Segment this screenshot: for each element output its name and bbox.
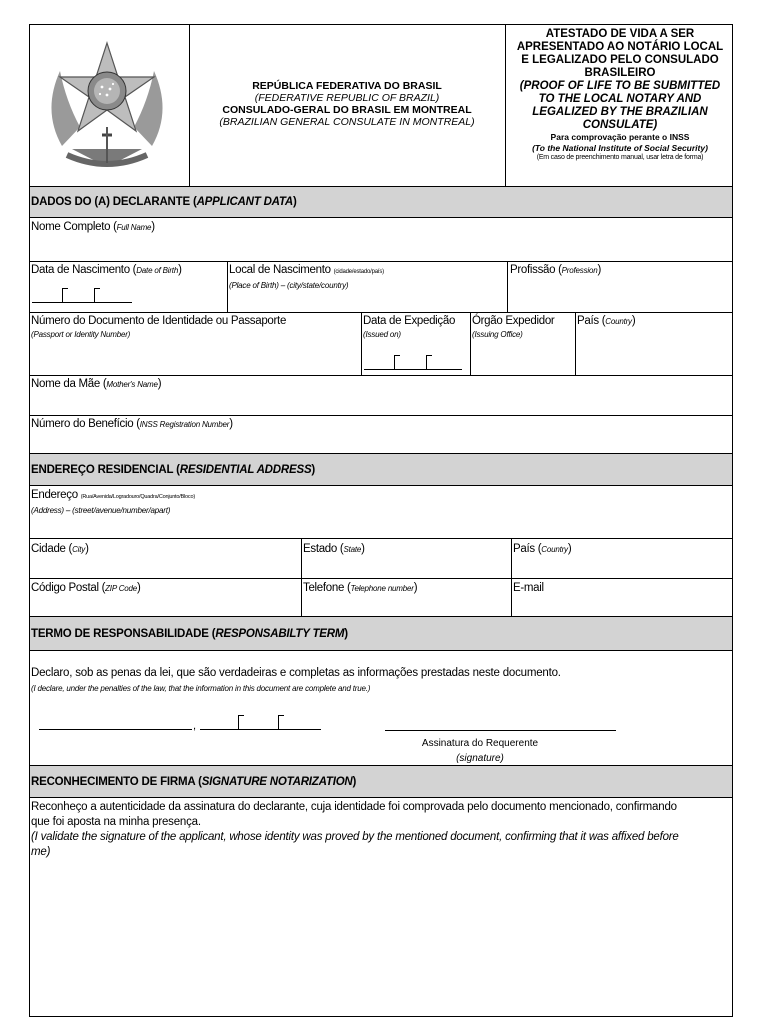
document-title-en-line: (PROOF OF LIFE TO BE SUBMITTED — [519, 80, 721, 92]
phone-field[interactable] — [302, 597, 510, 616]
notary-stamp-area[interactable] — [30, 865, 732, 1015]
document-number-field[interactable] — [30, 343, 360, 373]
birth-place-label: Local de Nascimento (cidade/estado/país) — [229, 264, 384, 276]
section-title-close: ) — [293, 196, 297, 208]
document-title-en-line: CONSULATE) — [582, 119, 658, 131]
signing-date-field[interactable] — [200, 712, 321, 730]
section-title-en: RESPONSABILTY TERM — [215, 627, 345, 640]
document-title-block — [507, 28, 733, 162]
profession-field[interactable] — [508, 281, 732, 311]
mother-name-label: Nome da Mãe (Mother's Name) — [31, 378, 162, 390]
document-number-sublabel: (Passport or Identity Number) — [31, 330, 131, 339]
section-signature-notarization — [30, 765, 732, 798]
republic-title-en: (FEDERATIVE REPUBLIC OF BRAZIL) — [254, 92, 440, 104]
document-title-line: APRESENTADO AO NOTÁRIO LOCAL — [516, 41, 724, 53]
issuing-office-sublabel: (Issuing Office) — [472, 330, 523, 339]
street-label: Endereço (Rua/Avenida/Logradouro/Quadra/Conjunto/Bloco) — [31, 489, 195, 501]
declaration-text: Declaro, sob as penas da lei, que são verdadeiras e completas as informações prestadas neste documento. — [31, 667, 561, 679]
street-sublabel: (Address) – (street/avenue/number/apart) — [31, 506, 171, 515]
section-responsibility-term — [30, 616, 732, 651]
purpose-text: Para comprovação perante o INSS — [550, 132, 690, 142]
issuing-office-label: Órgão Expedidor — [472, 315, 555, 327]
email-field[interactable] — [512, 597, 732, 616]
city-field[interactable] — [30, 557, 300, 577]
declaration-text-en: (I declare, under the penalties of the law, that the information in this document are complete and true.) — [31, 684, 371, 693]
phone-label: Telefone (Telephone number) — [303, 582, 418, 594]
document-title-line: ATESTADO DE VIDA A SER — [545, 28, 695, 40]
issuing-office-field[interactable] — [471, 343, 573, 373]
proof-of-life-form — [29, 24, 733, 1017]
section-title: ENDEREÇO RESIDENCIAL ( — [31, 463, 180, 476]
address-country-label: País (Country) — [513, 543, 572, 555]
section-title-close: ) — [352, 775, 357, 788]
notarization-text-en-line: me) — [31, 846, 51, 858]
section-applicant-data — [30, 186, 732, 218]
section-title: DADOS DO (A) DECLARANTE ( — [31, 196, 197, 208]
brazil-coat-of-arms-icon — [32, 31, 182, 181]
issue-date-sublabel: (Issued on) — [363, 330, 401, 339]
document-number-label: Número do Documento de Identidade ou Passaporte — [31, 315, 287, 327]
country-label: País (Country) — [577, 315, 636, 327]
birth-date-label: Data de Nascimento (Date of Birth) — [31, 264, 182, 276]
section-title-en: SIGNATURE NOTARIZATION — [201, 775, 353, 788]
birth-date-field[interactable] — [32, 285, 132, 303]
notarization-text — [31, 800, 732, 860]
signature-field[interactable] — [385, 730, 616, 731]
email-label: E-mail — [513, 582, 544, 594]
place-field[interactable] — [39, 729, 192, 730]
profession-label: Profissão (Profession) — [510, 264, 602, 276]
manual-fill-note: (Em caso de preenchimento manual, usar letra de forma) — [536, 154, 704, 161]
document-title-line: BRASILEIRO — [584, 67, 656, 79]
header-consulate-block — [190, 80, 504, 128]
consulate-title-en: (BRAZILIAN GENERAL CONSULATE IN MONTREAL) — [219, 116, 475, 128]
document-title-en-line: TO THE LOCAL NOTARY AND — [538, 93, 702, 105]
section-title-en: APPLICANT DATA — [196, 196, 294, 208]
section-title-close: ) — [344, 627, 348, 640]
street-field[interactable] — [30, 519, 732, 537]
document-title-line: E LEGALIZADO PELO CONSULADO — [521, 54, 719, 66]
full-name-label: Nome Completo (Full Name) — [31, 221, 155, 233]
zip-field[interactable] — [30, 597, 300, 616]
section-title: TERMO DE RESPONSABILIDADE ( — [31, 627, 216, 640]
notarization-text-line: Reconheço a autenticidade da assinatura do declarante, cuja identidade foi comprovada pelo documento mencionado, confirmando — [31, 801, 677, 813]
state-field[interactable] — [302, 557, 510, 577]
signature-label: Assinatura do Requerente — [421, 738, 539, 749]
issue-date-field[interactable] — [364, 352, 462, 370]
country-field[interactable] — [576, 330, 732, 373]
section-residential-address — [30, 453, 732, 486]
section-title: RECONHECIMENTO DE FIRMA ( — [31, 775, 202, 788]
birth-place-field[interactable] — [228, 293, 506, 311]
purpose-text-en: (To the National Institute of Social Security) — [532, 143, 708, 153]
consulate-title: CONSULADO-GERAL DO BRASIL EM MONTREAL — [222, 104, 472, 116]
address-country-field[interactable] — [512, 557, 732, 577]
benefit-number-label: Número do Benefício (INSS Registration Number) — [31, 418, 233, 430]
document-title-en-line: LEGALIZED BY THE BRAZILIAN — [532, 106, 708, 118]
city-label: Cidade (City) — [31, 543, 89, 555]
zip-label: Código Postal (ZIP Code) — [31, 582, 141, 594]
signature-label-en: (signature) — [456, 753, 504, 764]
birth-place-sublabel: (Place of Birth) – (city/state/country) — [229, 281, 349, 290]
benefit-number-field[interactable] — [30, 433, 732, 453]
notarization-text-line: que foi aposta na minha presença. — [31, 816, 201, 828]
notarization-text-en-line: (I validate the signature of the applicant, whose identity was proved by the mentioned document, confirming that it was affixed before — [31, 831, 679, 843]
mother-name-field[interactable] — [30, 393, 732, 413]
state-label: Estado (State) — [303, 543, 365, 555]
place-date-comma: , — [193, 720, 197, 732]
republic-title: REPÚBLICA FEDERATIVA DO BRASIL — [252, 80, 442, 92]
issue-date-label: Data de Expedição — [363, 315, 456, 327]
section-title-en: RESIDENTIAL ADDRESS — [179, 463, 312, 476]
header-divider — [505, 25, 506, 186]
section-title-close: ) — [311, 463, 316, 476]
